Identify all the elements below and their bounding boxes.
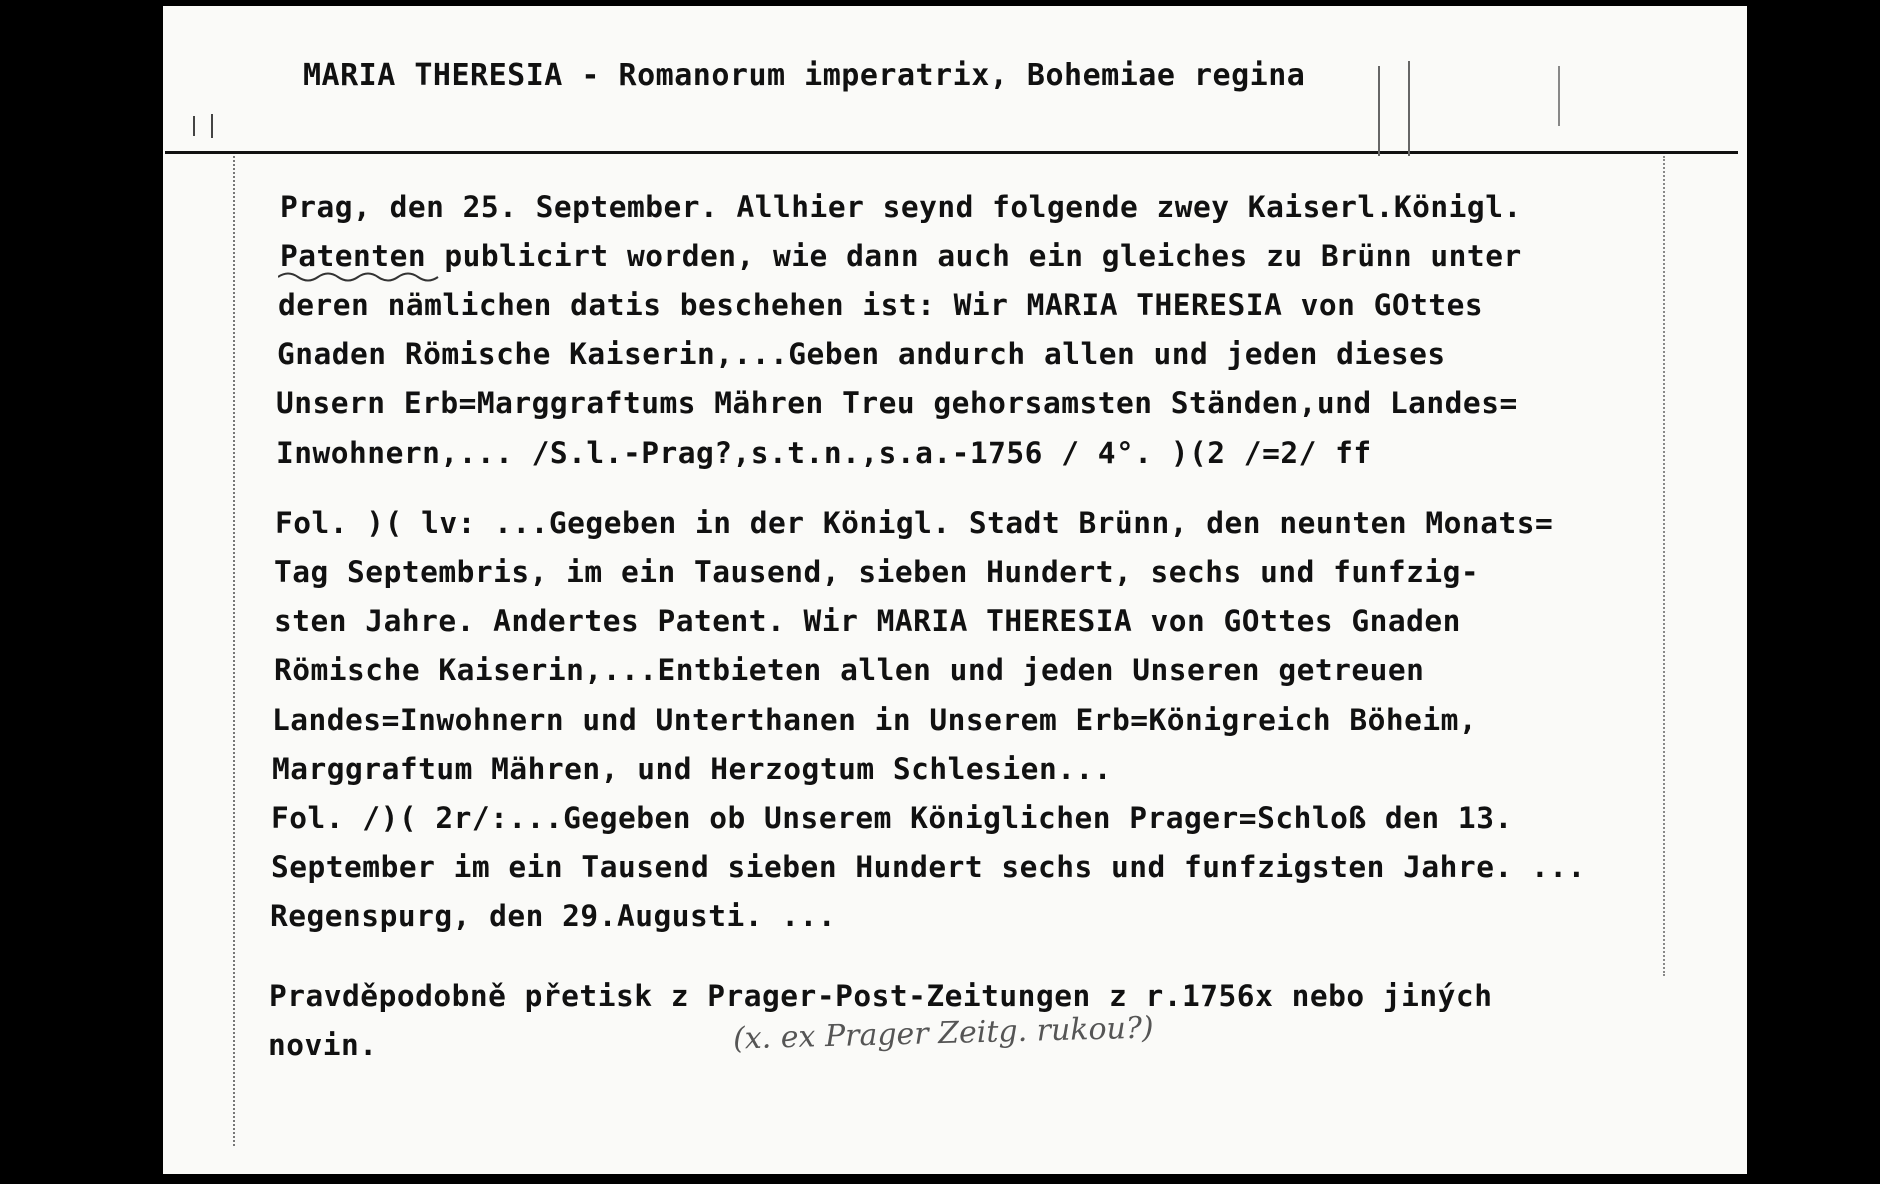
text-line-2: Patenten publicirt worden, wie dann auch ein gleiches zu Brünn unter bbox=[280, 239, 1522, 273]
card-header: MARIA THERESIA - Romanorum imperatrix, Bohemiae regina bbox=[303, 58, 1306, 93]
text-line-10: Römische Kaiserin,...Entbieten allen und jeden Unseren getreuen bbox=[274, 653, 1425, 687]
left-margin-rule bbox=[233, 156, 235, 1146]
text-line-14: September im ein Tausend sieben Hundert sechs und funfzigsten Jahre. ... bbox=[271, 850, 1586, 884]
scan-mark bbox=[1378, 66, 1380, 156]
text-line-1: Prag, den 25. September. Allhier seynd folgende zwey Kaiserl.Königl. bbox=[280, 190, 1522, 224]
scan-mark bbox=[1408, 61, 1410, 156]
scan-mark bbox=[193, 116, 195, 136]
text-line-15: Regenspurg, den 29.Augusti. ... bbox=[270, 899, 837, 933]
handwritten-note: (x. ex Prager Zeitg. rukou?) bbox=[732, 1010, 1155, 1057]
text-line-13: Fol. /)( 2r/:...Gegeben ob Unserem Königlichen Prager=Schloß den 13. bbox=[271, 801, 1513, 835]
right-margin-rule bbox=[1663, 156, 1665, 976]
text-line-11: Landes=Inwohnern und Unterthanen in Unserem Erb=Königreich Böheim, bbox=[272, 703, 1478, 737]
text-line-4: Gnaden Römische Kaiserin,...Geben andurch allen und jeden dieses bbox=[277, 337, 1446, 371]
text-line-9: sten Jahre. Andertes Patent. Wir MARIA THERESIA von GOttes Gnaden bbox=[274, 604, 1461, 638]
scan-mark bbox=[211, 114, 213, 138]
text-line-7: Fol. )( lv: ...Gegeben in der Königl. Stadt Brünn, den neunten Monats= bbox=[275, 506, 1554, 540]
text-line-17: novin. bbox=[268, 1028, 378, 1062]
text-line-16: Pravděpodobně přetisk z Prager-Post-Zeitungen z r.1756x nebo jiných bbox=[269, 979, 1493, 1013]
text-line-8: Tag Septembris, im ein Tausend, sieben Hundert, sechs und funfzig- bbox=[274, 555, 1480, 589]
scan-mark bbox=[1558, 66, 1560, 126]
text-line-12: Marggraftum Mähren, und Herzogtum Schlesien... bbox=[272, 752, 1112, 786]
text-line-5: Unsern Erb=Marggraftums Mähren Treu gehorsamsten Ständen,und Landes= bbox=[276, 386, 1518, 420]
header-rule bbox=[165, 151, 1738, 154]
text-line-3: deren nämlichen datis beschehen ist: Wir MARIA THERESIA von GOttes bbox=[278, 288, 1484, 322]
text-line-6: Inwohnern,... /S.l.-Prag?,s.t.n.,s.a.-1756 / 4°. )(2 /=2/ ff bbox=[276, 436, 1372, 470]
catalog-card bbox=[163, 6, 1747, 1174]
